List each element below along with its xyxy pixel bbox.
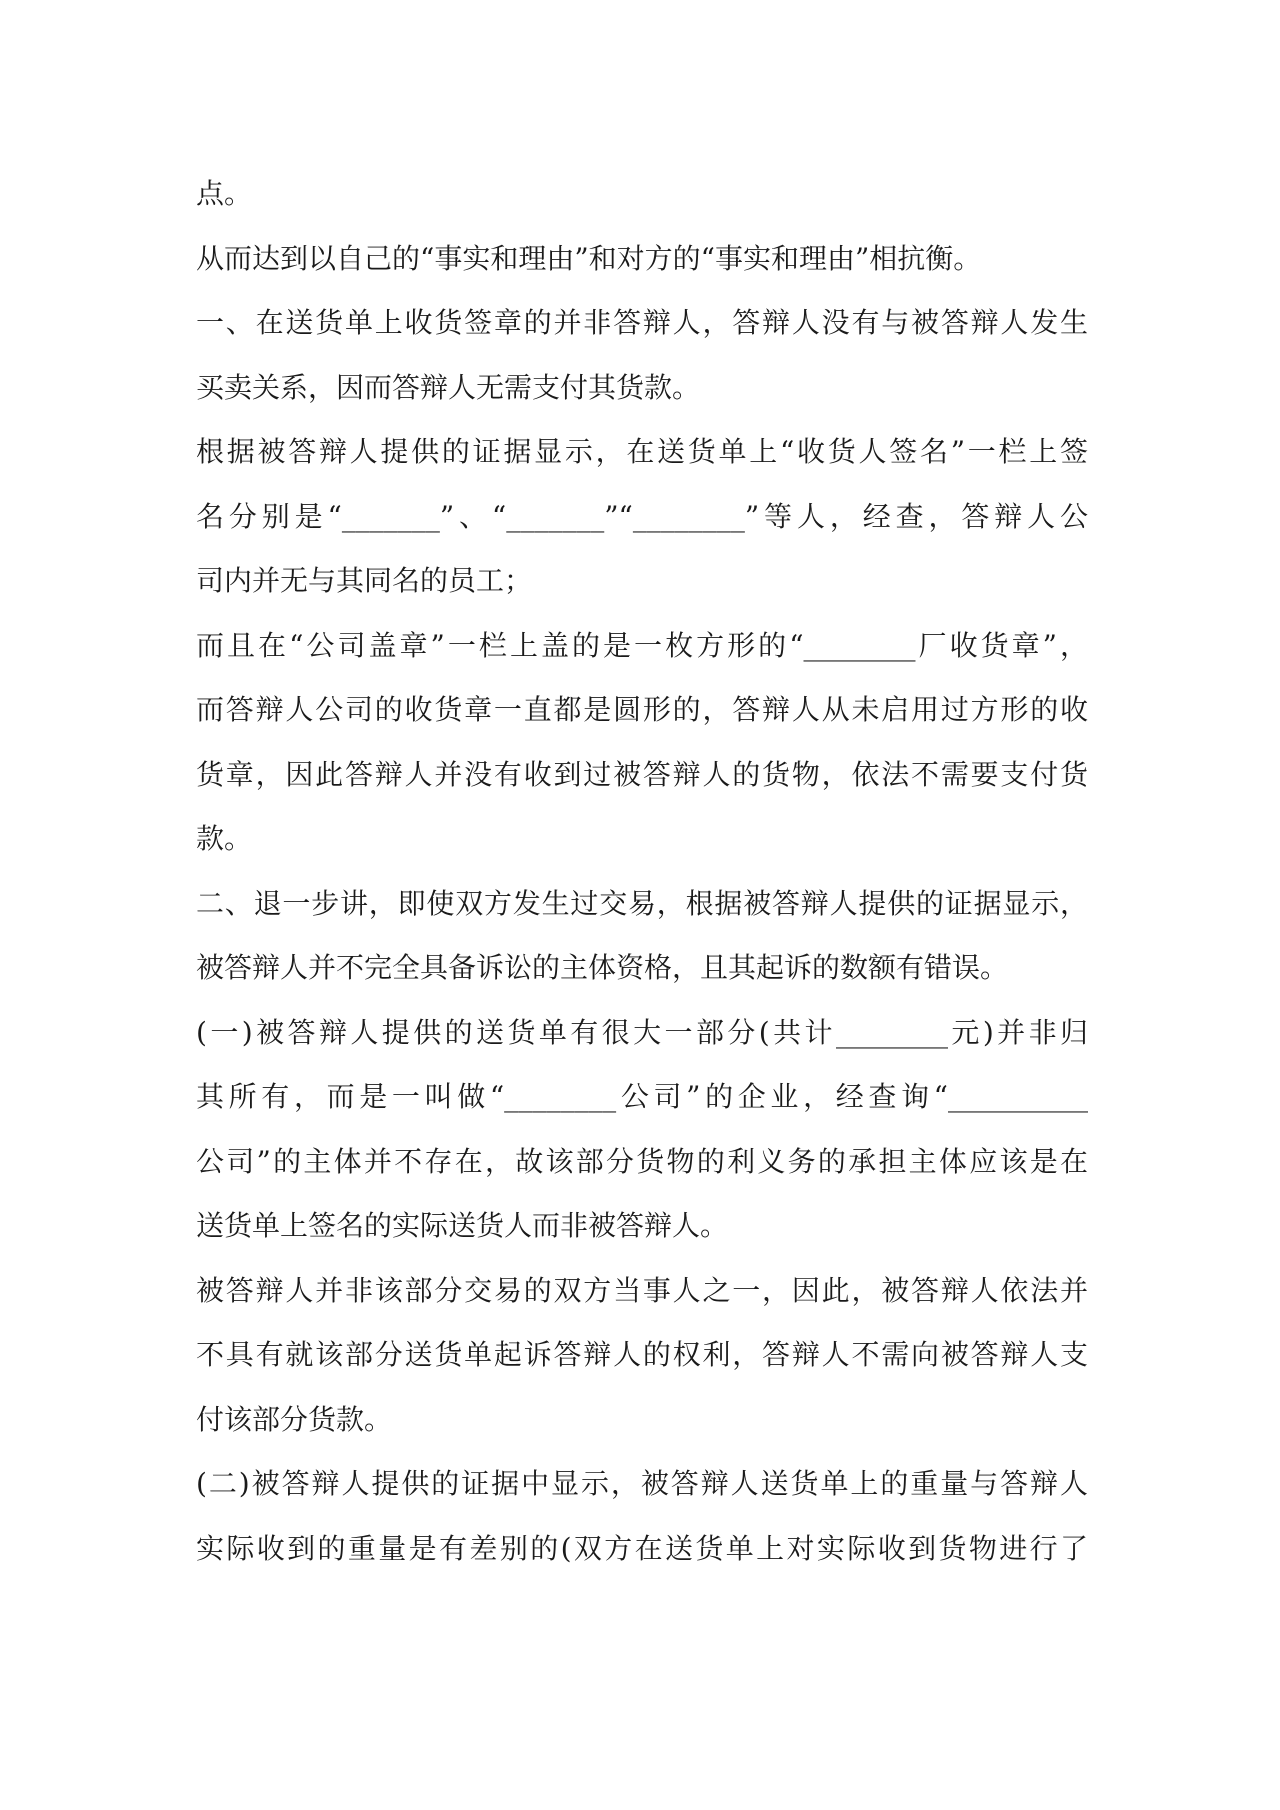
text-line: 买卖关系，因而答辩人无需支付其货款。: [196, 370, 701, 404]
text-line: 款。: [196, 822, 253, 855]
text-line: 其所有，而是一叫做“________公司”的企业，经查询“__________: [196, 1080, 1088, 1113]
text-line: 被答辩人并不完全具备诉讼的主体资格，且其起诉的数额有错误。: [196, 951, 1009, 984]
text-line: 付该部分货款。: [196, 1402, 393, 1436]
text-line: 一、在送货单上收货签章的并非答辩人，答辩人没有与被答辩人发生: [196, 306, 1088, 339]
text-line: 货章，因此答辩人并没有收到过被答辩人的货物，依法不需要支付货: [196, 757, 1088, 791]
text-line: 点。: [196, 177, 253, 210]
text-line: 从而达到以自己的“事实和理由”和对方的“事实和理由”相抗衡。: [196, 241, 982, 275]
text-line: 送货单上签名的实际送货人而非被答辩人。: [196, 1209, 729, 1242]
document-body: [196, 162, 1088, 1581]
text-line: 名分别是“_______”、“_______”“________”等人，经查，答辩人公: [196, 499, 1088, 533]
text-line: 司内并无与其同名的员工；: [196, 564, 533, 597]
text-line: 根据被答辩人提供的证据显示，在送货单上“收货人签名”一栏上签: [196, 435, 1088, 468]
text-line: 被答辩人并非该部分交易的双方当事人之一，因此，被答辩人依法并: [196, 1273, 1088, 1307]
text-line: (二)被答辩人提供的证据中显示，被答辩人送货单上的重量与答辩人: [196, 1467, 1088, 1500]
text-line: 实际收到的重量是有差别的(双方在送货单上对实际收到货物进行了: [196, 1531, 1088, 1565]
text-line: 公司”的主体并不存在，故该部分货物的利义务的承担主体应该是在: [196, 1144, 1088, 1178]
text-line: 二、退一步讲，即使双方发生过交易，根据被答辩人提供的证据显示，: [196, 886, 1088, 920]
text-line: (一)被答辩人提供的送货单有很大一部分(共计________元)并非归: [196, 1015, 1088, 1049]
text-line: 不具有就该部分送货单起诉答辩人的权利，答辩人不需向被答辩人支: [196, 1338, 1088, 1371]
text-line: 而答辩人公司的收货章一直都是圆形的，答辩人从未启用过方形的收: [196, 693, 1088, 726]
text-line: 而且在“公司盖章”一栏上盖的是一枚方形的“________厂收货章”，: [196, 628, 1088, 662]
